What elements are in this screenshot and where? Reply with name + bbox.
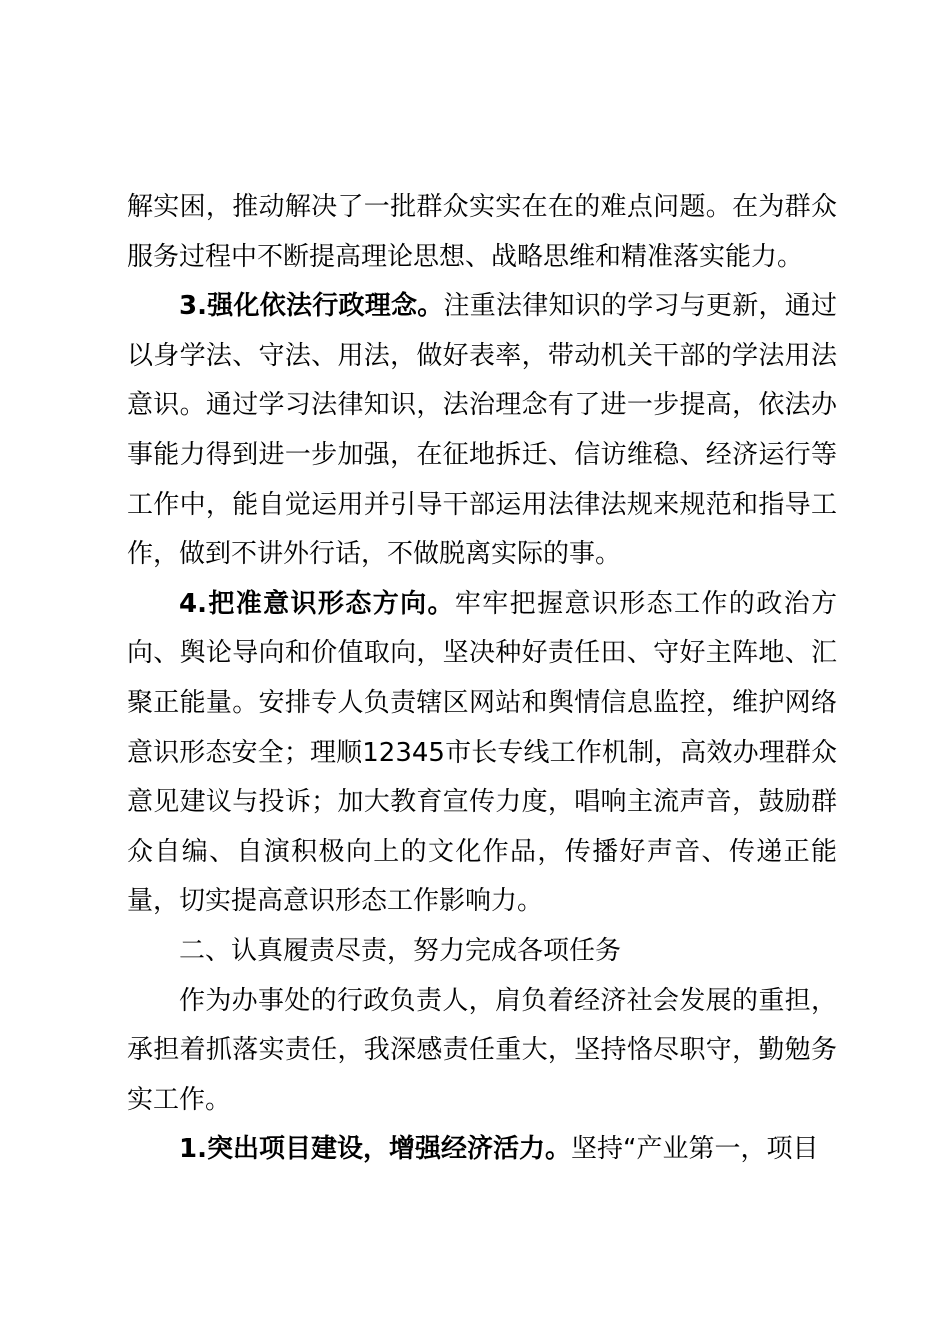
paragraph-continuation — [127, 183, 837, 282]
paragraph-projects — [127, 1125, 837, 1175]
paragraph-heading: 1.突出项目建设，增强经济活力。 — [179, 1134, 571, 1165]
paragraph-heading: 3.强化依法行政理念。 — [179, 291, 444, 322]
paragraph-text: 作为办事处的行政负责人，肩负着经济社会发展的重担，承担着抓落实责任，我深感责任重大，坚持恪尽职守，勤勉务实工作。 — [127, 985, 837, 1115]
paragraph-text: 牢牢把握意识形态工作的政治方向、舆论导向和价值取向，坚决种好责任田、守好主阵地、汇聚正能量。安排专人负责辖区网站和舆情信息监控，维护网络意识形态安全；理顺12345市长专线工作机制，高效办理群众意见建议与投诉；加大教育宣传力度，唱响主流声音，鼓励群众自编、自演积极向上的文化作品，传播好声音、传递正能量，切实提高意识形态工作影响力。 — [127, 588, 837, 917]
paragraph-text: 坚持“产业第一，项目 — [570, 1134, 819, 1165]
paragraph-ideology — [127, 580, 837, 927]
paragraph-responsibility — [127, 977, 837, 1126]
section-heading-text: 二、认真履责尽责，努力完成各项任务 — [179, 935, 622, 966]
paragraph-text: 解实困，推动解决了一批群众实实在在的难点问题。在为群众服务过程中不断提高理论思想、战略思维和精准落实能力。 — [127, 192, 837, 272]
paragraph-heading: 4.把准意识形态方向。 — [179, 588, 455, 619]
paragraph-text: 注重法律知识的学习与更新，通过以身学法、守法、用法，做好表率，带动机关干部的学法用法意识。通过学习法律知识，法治理念有了进一步提高，依法办事能力得到进一步加强，在征地拆迁、信访维稳、经济运行等工作中，能自觉运用并引导干部运用法律法规来规范和指导工作，做到不讲外行话，不做脱离实际的事。 — [127, 291, 837, 570]
paragraph-rule-of-law — [127, 282, 837, 580]
document-body — [127, 183, 837, 1175]
section-heading-two — [127, 927, 837, 977]
